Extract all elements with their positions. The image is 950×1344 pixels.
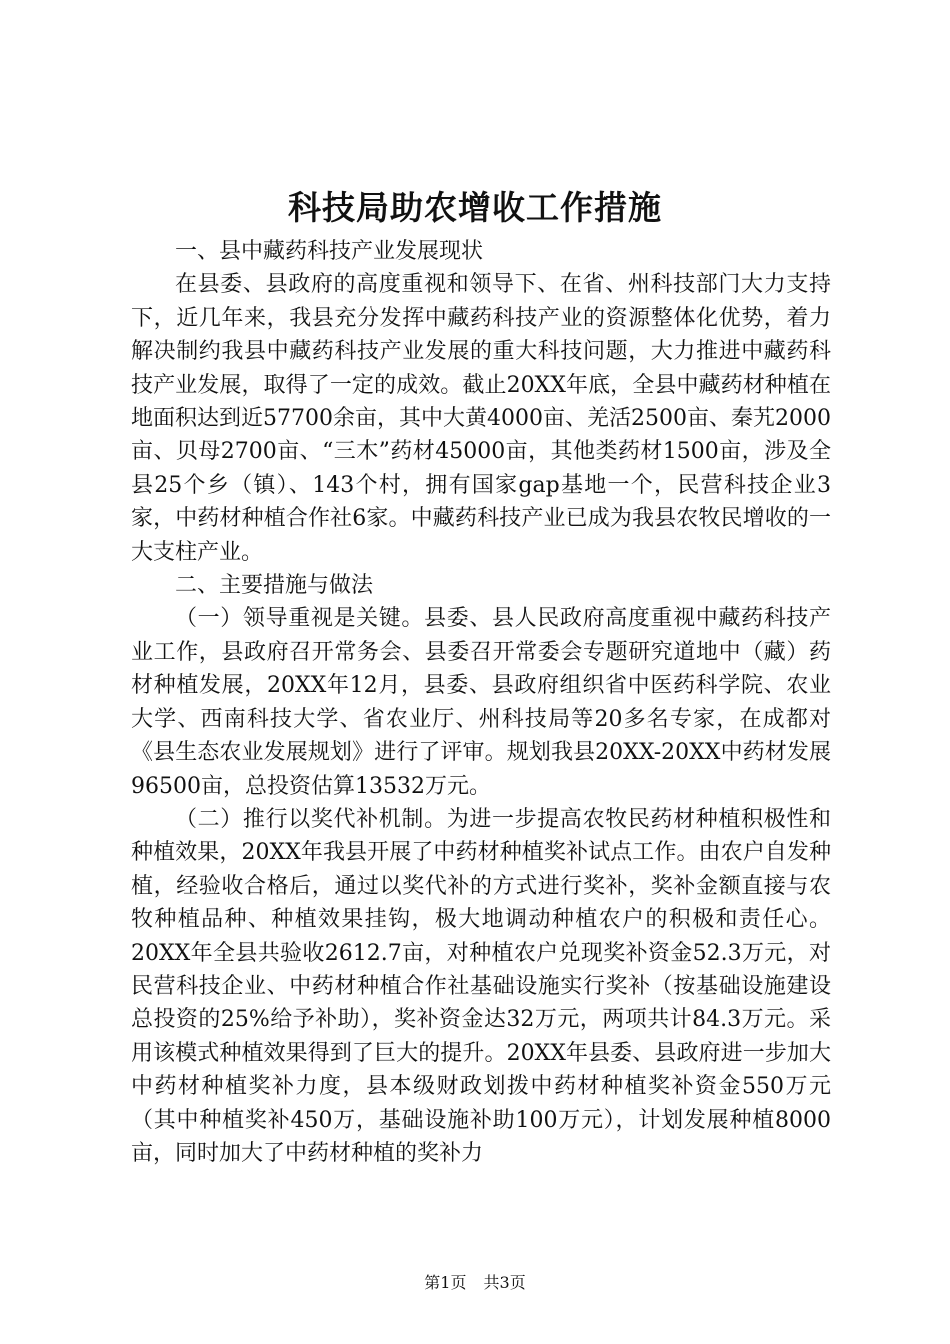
- document-body: [131, 235, 831, 1170]
- page-number: 第1页: [424, 1273, 467, 1292]
- paragraph-leadership: （一）领导重视是关键。县委、县人民政府高度重视中藏药科技产业工作，县政府召开常务会、县委召开常委会专题研究道地中（藏）药材种植发展，20XX年12月，县委、县政府组织省中医药科学院、农业大学、西南科技大学、省农业厅、州科技局等20多名专家，在成都对《县生态农业发展规划》进行了评审。规划我县20XX-20XX中药材发展96500亩，总投资估算13532万元。: [131, 606, 831, 799]
- document-title: 科技局助农增收工作措施: [288, 188, 662, 227]
- page-total: 共3页: [483, 1273, 526, 1292]
- section-heading-2: 二、主要措施与做法: [175, 573, 374, 599]
- paragraph-status: 在县委、县政府的高度重视和领导下、在省、州科技部门大力支持下，近几年来，我县充分发挥中藏药科技产业的资源整体化优势，着力解决制约我县中藏药科技产业发展的重大科技问题，大力推进中藏药科技产业发展，取得了一定的成效。截止20XX年底，全县中藏药材种植在地面积达到近57700余亩，其中大黄4000亩、羌活2500亩、秦艽2000亩、贝母2700亩、“三木”药材45000亩，其他类药材1500亩，涉及全县25个乡（镇）、143个村，拥有国家gap基地一个，民营科技企业3家，中药材种植合作社6家。中藏药科技产业已成为我县农牧民增收的一大支柱产业。: [131, 272, 831, 565]
- page-footer: [0, 1272, 950, 1294]
- paragraph-subsidy: （二）推行以奖代补机制。为进一步提高农牧民药材种植积极性和种植效果，20XX年我县开展了中药材种植奖补试点工作。由农户自发种植，经验收合格后，通过以奖代补的方式进行奖补，奖补金额直接与农牧种植品种、种植效果挂钩，极大地调动种植农户的积极和责任心。20XX年全县共验收2612.7亩，对种植农户兑现奖补资金52.3万元，对民营科技企业、中药材种植合作社基础设施实行奖补（按基础设施建设总投资的25%给予补助），奖补资金达32万元，两项共计84.3万元。采用该模式种植效果得到了巨大的提升。20XX年县委、县政府进一步加大中药材种植奖补力度，县本级财政划拨中药材种植奖补资金550万元（其中种植奖补450万，基础设施补助100万元），计划发展种植8000亩，同时加大了中药材种植的奖补力: [131, 806, 831, 1166]
- section-heading-1: 一、县中藏药科技产业发展现状: [175, 239, 484, 264]
